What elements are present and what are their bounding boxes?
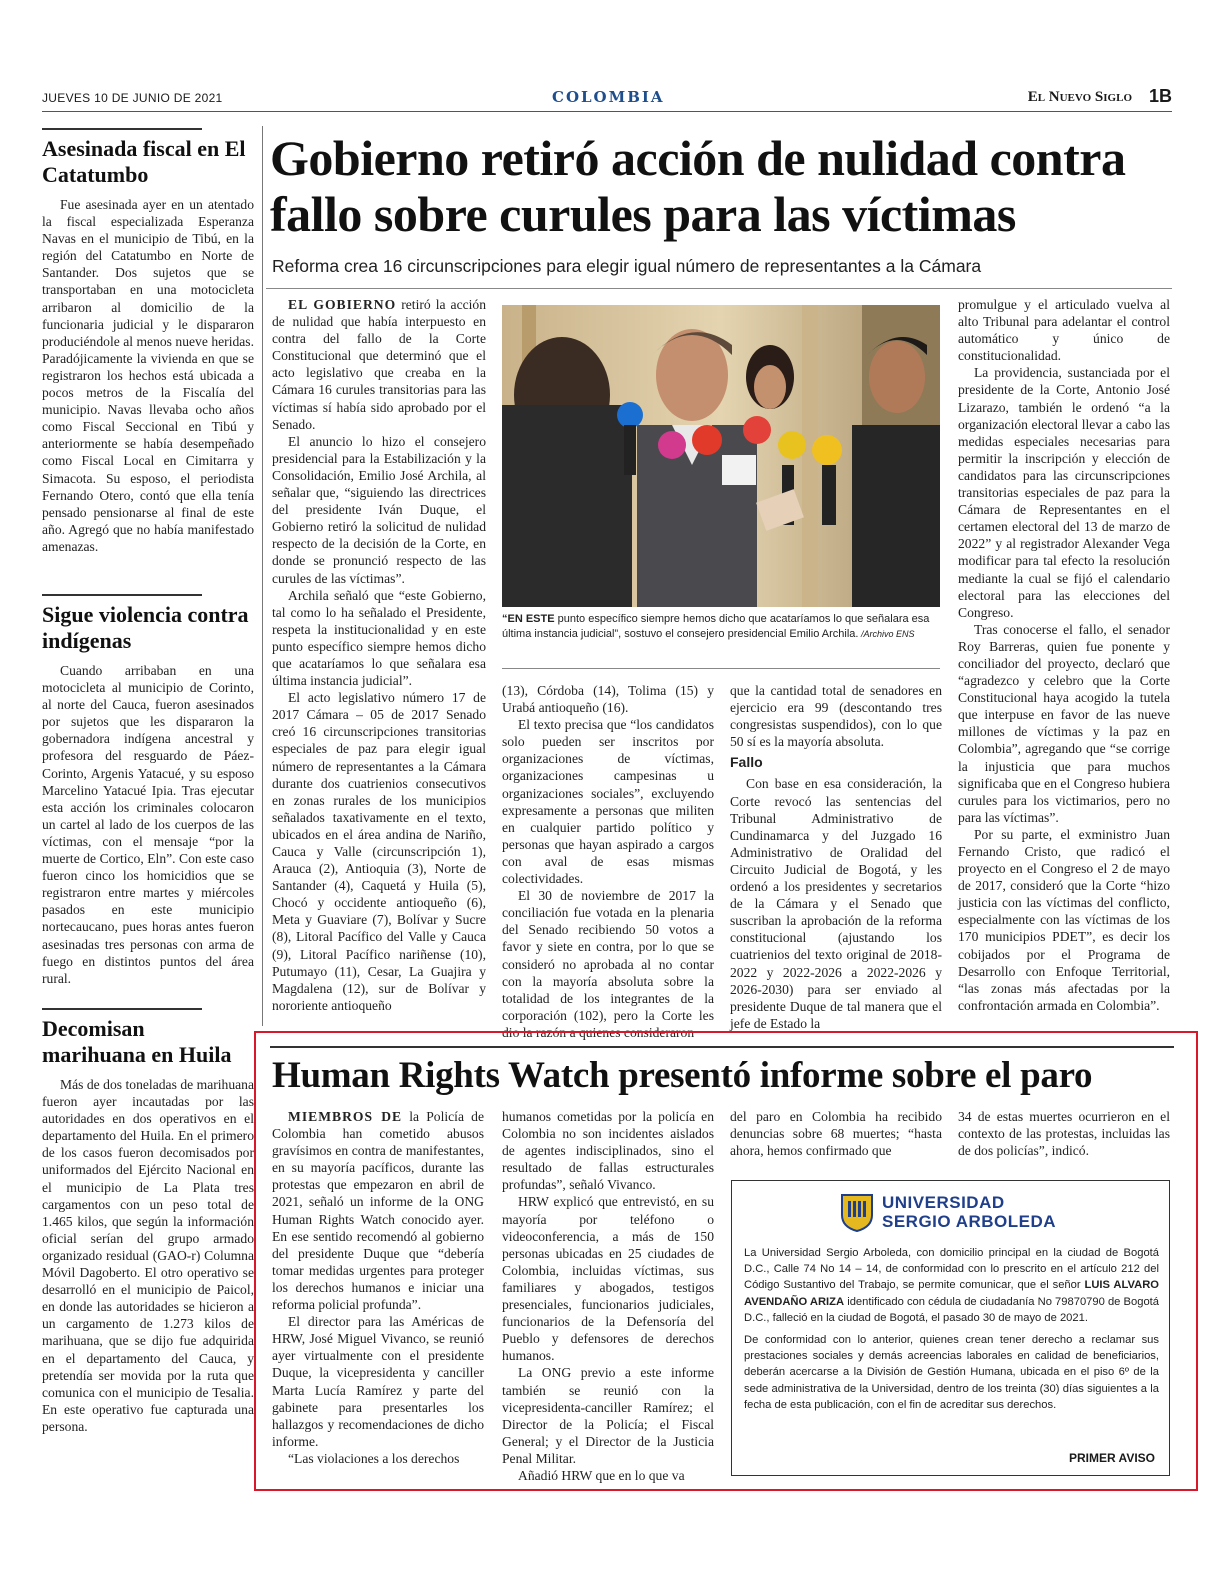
- main-column-2: [502, 682, 714, 1041]
- university-name-line1: UNIVERSIDAD: [882, 1193, 1005, 1212]
- paragraph: Añadió HRW que en lo que va: [518, 1467, 685, 1483]
- paragraph: (13), Córdoba (14), Tolima (15) y Urabá antioqueño (16).: [502, 683, 714, 716]
- university-name-line2: SERGIO ARBOLEDA: [882, 1212, 1057, 1231]
- sidebar-story-marihuana: [42, 1008, 254, 1435]
- paragraph: humanos cometidas por la policía en Colombia no son incidentes aislados de agentes indisciplinados, sino el resultado de fallas estructurales profundas”, señaló Vivanco.: [502, 1109, 714, 1193]
- hrw-column-3: [730, 1108, 942, 1159]
- section-heading: Fallo: [730, 754, 763, 771]
- paragraph: HRW explicó que entrevistó, en su mayoría por teléfono o videoconferencia, a más de 150 personas ubicadas en 25 ciudades de Colombia, incluidas víctimas, sus familiares y abogados, testigos presenciales, funcionarios judiciales, funcionarios de la Defensoría del Pueblo y defensores de derechos humanos.: [502, 1194, 714, 1364]
- paragraph: Tras conocerse el fallo, el senador Roy Barreras, quien fue ponente y conciliador del proyecto, declaró que “agradezco y celebro que la Corte Constitucional haya acogido la tutela que interpuse en favor de las nueve millones de víctimas y la paz en Colombia”, agregando que “se corrige la injusticia que para muchos significaba que en el Congreso hubiera curules para los victimarios, pero no para las víctimas”.: [958, 621, 1170, 825]
- paragraph: la Policía de Colombia han cometido abusos gravísimos en contra de manifestantes, en su mayoría pacíficos, durante las protestas que empezaron en abril de 2021, señaló un informe de la ONG Human Rights Watch conocido ayer. En ese sentido recomendó al gobierno del presidente Duque que “debería tomar medidas urgentes para proteger los derechos humanos e iniciar una reforma policial profunda”.: [272, 1109, 484, 1313]
- column-divider: [262, 126, 263, 1026]
- press-conference-photo: [502, 305, 940, 607]
- sidebar-story-fiscal: [42, 128, 254, 555]
- page-number: 1B: [1148, 86, 1172, 106]
- main-headline: Gobierno retiró acción de nulidad contra fallo sobre curules para las víctimas: [270, 130, 1126, 242]
- hrw-column-1: [272, 1108, 484, 1467]
- paragraph: La providencia, sustanciada por el presidente de la Corte, Antonio José Lizarazo, también le ordenó “a la organización electoral llevar a cabo las medidas especiales necesarias para permitir la inscripción y elección de candidatos para las circunscripciones transitorias especiales de paz para la Cámara de Representantes en el certamen electoral del 13 de marzo de 2022” y al registrador Alexander Vega modificar para tal efecto la resolución mediante la cual se fijó el calendario electoral para las elecciones del Congreso.: [958, 365, 1170, 620]
- paragraph: 34 de estas muertes ocurrieron en el contexto de las protestas, incluidas las de dos policías”, indicó.: [958, 1109, 1170, 1159]
- university-shield-icon: [840, 1193, 874, 1233]
- sidebar-story-title: Asesinada fiscal en El Catatumbo: [42, 136, 246, 187]
- hrw-divider: [270, 1046, 1174, 1048]
- notice-footer: PRIMER AVISO: [1068, 1451, 1155, 1465]
- notice-body: [744, 1245, 1159, 1413]
- page-header: [42, 86, 1172, 110]
- caption-lead: “EN ESTE: [502, 613, 555, 625]
- caption-divider: [502, 668, 940, 669]
- issue-date: JUEVES 10 DE JUNIO DE 2021: [42, 91, 223, 105]
- sidebar-story-body: Fue asesinada ayer en un atentado la fiscal especializada Esperanza Navas en el municipio de Tibú, en la región del Catatumbo en Norte de Santander. Dos sujetos que se transportaban en una motocicleta arribaron al domicilio de la funcionaria judicial y le dispararon produciéndole al menos nueve heridas. Paradójicamente la vivienda en que se registraron los hechos está ubicada a pocos metros de la Fiscalía del municipio. Navas llevaba ocho años como Fiscal Seccional en Tibú y anteriormente se había desempeñado como Fiscal Local en Cimitarra y Simacota. Su esposo, el periodista Fernando Otero, contó que ella tenía pensado pensionarse al final de este año. Agregó que no había manifestado amenazas.: [42, 197, 254, 554]
- sidebar-story-indigenas: [42, 594, 254, 987]
- paragraph: La ONG previo a este informe también se reunió con la vicepresidenta-canciller Ramírez; el Director de la Policía; el Fiscal General; y el Director de la Justicia Penal Militar.: [502, 1365, 714, 1466]
- section-name: COLOMBIA: [552, 88, 665, 106]
- sidebar-story-title: Sigue violencia contra indígenas: [42, 602, 249, 653]
- paragraph: El anuncio lo hizo el consejero presidencial para la Estabilización y la Consolidación, Emilio José Archila, al señalar que, “siguiendo las directrices del presidente Iván Duque, el Gobierno retiró la solicitud de nulidad respecto de la decisión de la Corte, en donde se pronunció respecto de las curules de las víctimas”.: [272, 433, 486, 586]
- main-column-4: [958, 296, 1170, 1014]
- paragraph: El director para las Américas de HRW, José Miguel Vivanco, se reunió ayer virtualmente con el presidente Duque, la vicepresidenta y canciller Marta Lucía Ramírez y parte del gabinete para presentarles los hallazgos y recomendaciones de dicho informe.: [272, 1314, 484, 1449]
- main-column-3: [730, 682, 942, 1032]
- sidebar-divider: [42, 128, 202, 130]
- paragraph: promulgue y el articulado vuelva al alto Tribunal para adelantar el control automático y único de constitucionalidad.: [958, 297, 1170, 364]
- paragraph: retiró la acción de nulidad que había interpuesto en contra del fallo de la Corte Constitucional que determinó que el acto legislativo que creaba en la Cámara 16 curules transitorias para las víctimas sí había sido aprobado por el Senado.: [272, 297, 487, 432]
- notice-text: identificado con cédula de ciudadanía No 79870790 de Bogotá D.C., falleció en la ciudad de Bogotá, el pasado 30 de mayo de 2021.: [744, 1295, 1159, 1324]
- paragraph: del paro en Colombia ha recibido denuncias sobre 68 muertes; “hasta ahora, hemos confirmado que: [730, 1109, 942, 1159]
- notice-text: La Universidad Sergio Arboleda, con domicilio principal en la ciudad de Bogotá D.C., Calle 74 No 14 – 14, de conformidad con lo prescrito en el artículo 212 del Código Sustantivo del Trabajo, se permite comunicar, que el señor: [744, 1247, 1159, 1292]
- notice-text: De conformidad con lo anterior, quienes crean tener derecho a reclamar sus prestaciones sociales y demás acreencias laborales en calidad de beneficiarios, deberán acercarse a la División de Gestión Humana, ubicada en el piso 6º de la sede administrativa de la Universidad, dentro de los treinta (30) días siguientes a la fecha de esta publicación, con el fin de acreditar sus derechos.: [744, 1334, 1159, 1411]
- sidebar-divider: [42, 594, 202, 596]
- paragraph: Con base en esa consideración, la Corte revocó las sentencias del Tribunal Administrativo de Cundinamarca y del Juzgado 16 Administrativo de Oralidad del Circuito Judicial de Bogotá, y les ordenó a los presidentes y secretarios de la Cámara y el Senado que suscriban la aprobación de la reforma constitucional (ajustando los cuatrienios del texto original de 2018-2022 y 2022-2026 a 2022-2026 y 2026-2030) para ser enviado al presidente Duque de tal manera que el jefe de Estado la: [730, 776, 942, 1031]
- paragraph: Archila señaló que “este Gobierno, tal como lo ha señalado el Presidente, respeta la institucionalidad y en este punto específico siempre hemos dicho que acataríamos lo que señalara esa última instancia judicial”.: [272, 587, 486, 689]
- header-divider: [42, 111, 1172, 112]
- photo-caption: [502, 612, 940, 642]
- university-notice: [731, 1180, 1170, 1476]
- main-column-1: [272, 296, 486, 1014]
- lead-in: MIEMBROS DE: [288, 1109, 403, 1124]
- sidebar-story-body: Cuando arribaban en una motocicleta al municipio de Corinto, al norte del Cauca, fueron asesinados por sujetos que les dispararon la gobernadora indígena ancestral y profesora del resguardo de Páez-Corinto, Argenis Yatacué, y su esposo Marcelino Yatacué Ipia. Tras ejecutar esta acción los criminales colocaron un cartel al lado de los cuerpos de las víctimas, con el mensaje “por la muerte de Cortico, Eln”. Con este caso fueron cinco los homicidios que se registraron entre martes y miércoles pasados en este municipio nortecaucano, pues horas antes fueron asesinadas tres personas con arma de fuego en distintos puntos del área rural.: [42, 663, 254, 986]
- publication-name: El Nuevo Siglo: [1027, 89, 1132, 105]
- hrw-column-2: [502, 1108, 714, 1484]
- hrw-headline: Human Rights Watch presentó informe sobre el paro: [272, 1055, 1093, 1096]
- paragraph: El acto legislativo número 17 de 2017 Cámara – 05 de 2017 Senado creó 16 circunscripciones transitorias especiales de paz para elegir igual número de representantes a la Cámara durante dos cuatrienios consecutivos en zonas rurales de los municipios señalados taxativamente en el texto, ubicados en el área andina de Nariño, Cauca y Valle (circunscripción 1), Arauca (2), Antioquia (3), Norte de Santander (4), Caquetá y Huila (5), Chocó y occidente antioqueño (6), Meta y Guaviare (7), Bolívar y Sucre (8), Litoral Pacífico del Valle y Cauca (9), Litoral Pacífico nariñense (10), Putumayo (11), Cesar, La Guajira y Magdalena (12), sur de Bolívar y nororiente antioqueño: [272, 690, 486, 1013]
- hrw-column-4: [958, 1108, 1170, 1159]
- paragraph: El texto precisa que “los candidatos solo pueden ser inscritos por organizaciones de víctimas, organizaciones campesinas u organizaciones sociales”, excluyendo expresamente a personas que militen en cualquier partido político y personas que hayan aspirado a cargos con aval de esas mismas colectividades.: [502, 717, 714, 887]
- sidebar-divider: [42, 1008, 202, 1010]
- sidebar-story-title: Decomisan marihuana en Huila: [42, 1016, 232, 1067]
- photo-credit: /Archivo ENS: [858, 629, 915, 639]
- paragraph: El 30 de noviembre de 2017 la conciliación fue votada en la plenaria del Senado recibiendo 50 votos a favor y siete en contra, por lo que se consideró no aprobada al no contar con la mayoría absoluta sobre la totalidad de los integrantes de la corporación (102), pero la Corte les dio la razón a quienes consideraron: [502, 888, 714, 1040]
- sidebar-story-body: Más de dos toneladas de marihuana fueron ayer incautadas por las autoridades en dos operativos en el departamento del Huila. En el primero de los casos fueron decomisados por uniformados del Ejército Nacional en el municipio de La Plata tres cargamentos con un peso total de 1.465 kilos, que según la información oficial serían del grupo armado organizado residual (GAO-r) Columna Móvil Dagoberto. El otro operativo se desarrolló en el municipio de Paicol, en donde las autoridades se hicieron a un cargamento de 1.273 kilos de marihuana, que se dijo fue adquirida en el departamento del Cauca, y pretendía ser movida por la ruta que comunica con el municipio de Tesalia. En este operativo fue capturada una persona.: [42, 1077, 254, 1434]
- deceased-name: LUIS ALVARO AVENDAÑO ARIZA: [744, 1279, 1160, 1308]
- paragraph: que la cantidad total de senadores en ejercicio era 99 (descontando tres congresistas suspendidos), con lo que 50 sí es la mayoría absoluta.: [730, 683, 942, 750]
- paragraph: “Las violaciones a los derechos: [288, 1450, 460, 1466]
- subhead-divider: [266, 288, 1172, 289]
- lead-in: EL GOBIERNO: [288, 297, 397, 312]
- caption-text: punto específico siempre hemos dicho que acataríamos lo que señalara esa última instancia judicial”, sostuvo el consejero presidencial Emilio Archila.: [502, 613, 930, 640]
- paragraph: Por su parte, el exministro Juan Fernando Cristo, que radicó el proyecto en el Congreso el 2 de mayo de 2017, consideró que la Corte “hizo justicia con las víctimas del conflicto, especialmente con las víctimas de los 170 municipios PDET”, es decir los cobijados por el Programa de Desarrollo con Enfoque Territorial, “las zonas más afectadas por la confrontación armada en Colombia”.: [958, 826, 1170, 1013]
- main-subhead: Reforma crea 16 circunscripciones para elegir igual número de representantes a la Cámara: [272, 256, 982, 276]
